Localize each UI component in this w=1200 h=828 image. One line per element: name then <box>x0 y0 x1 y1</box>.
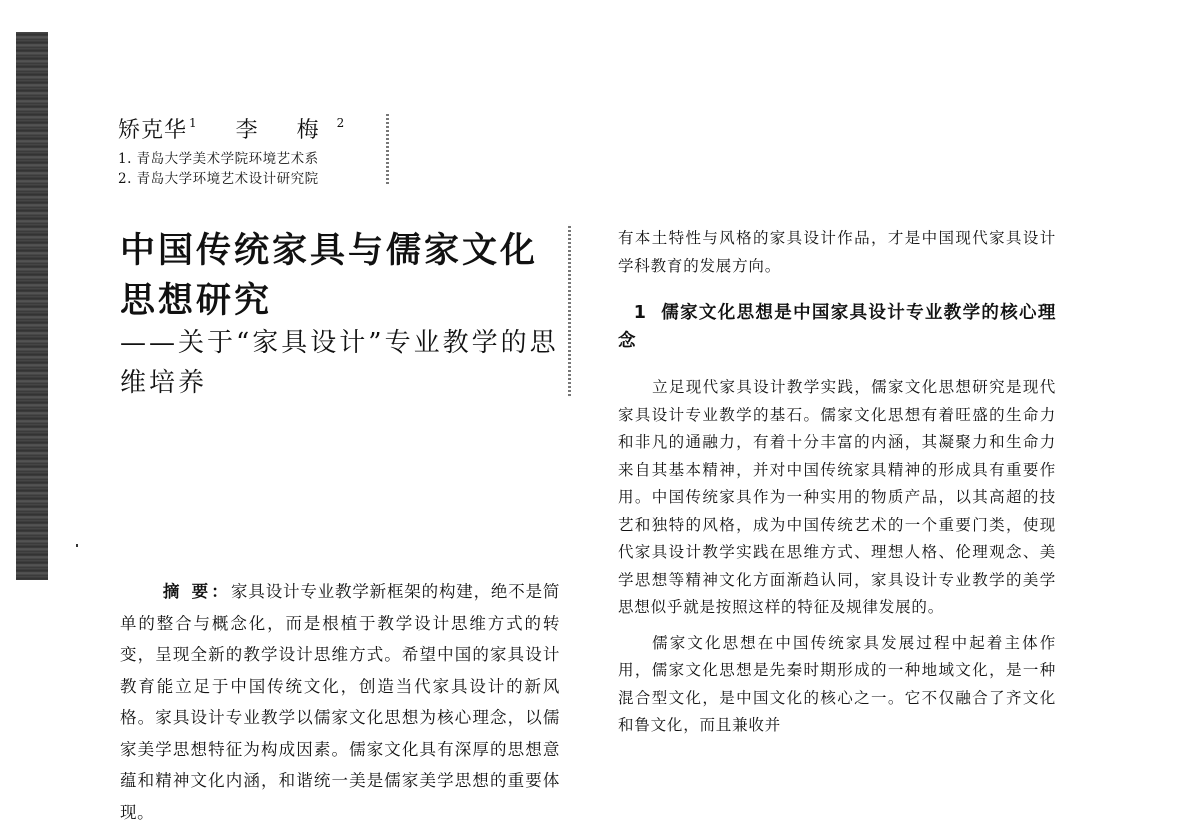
body-paragraph: 儒家文化思想在中国传统家具发展过程中起着主体作用，儒家文化思想是先秦时期形成的一种地域文化，是一种混合型文化，是中国文化的核心之一。它不仅融合了齐文化和鲁文化，而且兼收并 <box>618 633 1056 734</box>
section-heading-text: 儒家文化思想是中国家具设计专业教学的核心理念 <box>618 303 1056 351</box>
author-name: 李 梅 <box>235 118 335 143</box>
author-affiliation-number: 2 <box>336 116 346 130</box>
section-heading <box>618 299 1056 355</box>
abstract <box>120 576 560 828</box>
body-column-right <box>618 225 1056 740</box>
title-side-rule <box>568 226 571 398</box>
affiliation: 2. 青岛大学环境艺术设计研究院 <box>118 171 319 187</box>
abstract-label: 摘 要： <box>162 582 232 601</box>
abstract-text: 家具设计专业教学新框架的构建，绝不是简单的整合与概念化，而是根植于教学设计思维方式的转变，呈现全新的教学设计思维方式。希望中国的家具设计教育能立足于中国传统文化，创造当代家具设计的新风格。家具设计专业教学以儒家文化思想为核心理念，以儒家美学思想特征为构成因素。儒家文化具有深厚的思想意蕴和精神文化内涵，和谐统一美是儒家美学思想的重要体现。 <box>120 582 560 822</box>
body-paragraph: 有本土特性与风格的家具设计作品，才是中国现代家具设计学科教育的发展方向。 <box>618 229 1056 275</box>
scan-speck <box>76 544 78 547</box>
author-affiliation-number: 1 <box>189 116 198 130</box>
scan-edge-shadow <box>16 32 48 580</box>
article-title: 中国传统家具与儒家文化思想研究 <box>120 231 539 321</box>
article-subtitle: ——关于“家具设计”专业教学的思维培养 <box>120 328 559 398</box>
section-number: 1 <box>633 303 647 323</box>
author-line <box>118 113 345 144</box>
affiliation: 1. 青岛大学美术学院环境艺术系 <box>118 151 319 167</box>
body-paragraph: 立足现代家具设计教学实践，儒家文化思想研究是现代家具设计专业教学的基石。儒家文化思想有着旺盛的生命力和非凡的通融力，有着十分丰富的内涵，其凝聚力和生命力来自其基本精神，并对中国传统家具精神的形成具有重要作用。中国传统家具作为一种实用的物质产品，以其高超的技艺和独特的风格，成为中国传统艺术的一个重要门类，使现代家具设计教学实践在思维方式、理想人格、伦理观念、美学思想等精神文化方面渐趋认同，家具设计专业教学的美学思想似乎就是按照这样的特征及规律发展的。 <box>618 378 1056 616</box>
header-side-rule <box>386 114 389 186</box>
author-name: 矫克华 <box>118 118 188 143</box>
